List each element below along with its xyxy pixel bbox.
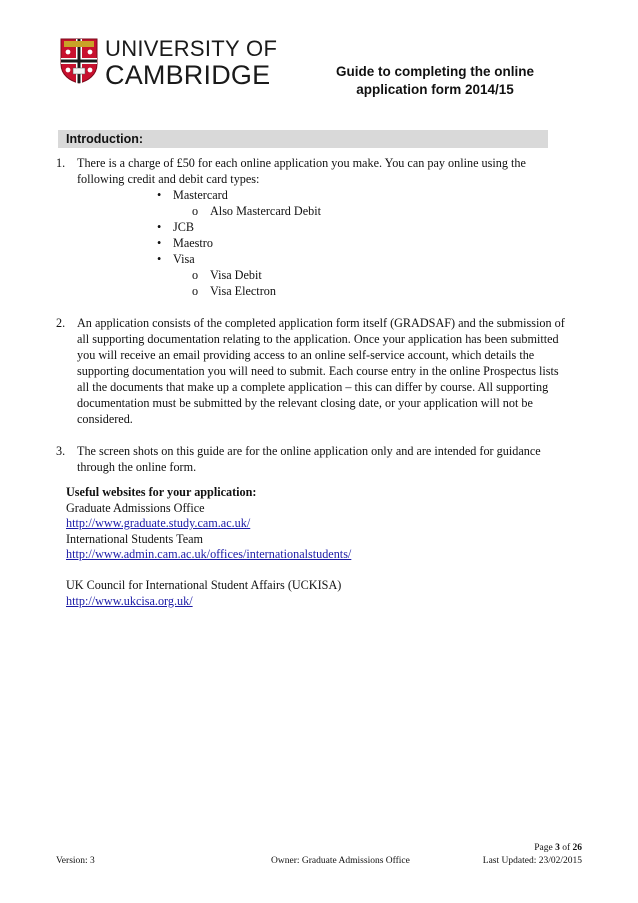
list-item-3 bbox=[56, 443, 566, 475]
org-international-students: International Students Team bbox=[66, 531, 204, 546]
list-item-2 bbox=[56, 315, 566, 427]
title-line-1: Guide to completing the online bbox=[336, 64, 534, 79]
card-subtype-item bbox=[77, 283, 566, 299]
spacer bbox=[66, 563, 516, 579]
circle-bullet-icon: o bbox=[192, 268, 199, 282]
title-line-2: application form 2014/15 bbox=[356, 82, 514, 97]
card-subtype-name: Also Mastercard Debit bbox=[210, 204, 322, 218]
item-number: 2. bbox=[56, 316, 66, 330]
card-type-list bbox=[77, 187, 566, 299]
version-label: Version: 3 bbox=[56, 856, 95, 866]
last-updated-label: Last Updated: 23/02/2015 bbox=[482, 856, 582, 866]
card-name: Visa bbox=[173, 252, 195, 266]
section-heading-band bbox=[58, 130, 548, 148]
item-number: 1. bbox=[56, 156, 66, 170]
page-total: 26 bbox=[572, 843, 582, 853]
org-ukcisa: UK Council for International Student Affairs (UCKISA) bbox=[66, 578, 342, 592]
useful-websites bbox=[66, 485, 516, 609]
bullet-icon: • bbox=[157, 220, 162, 234]
bullet-icon: • bbox=[157, 236, 162, 250]
item-text: An application consists of the completed application form itself (GRADSAF) and the submission of all supporting documentation relating to the application. Once your application has been submitted you will receive an email providing access to an online self-service account, which details the supporting documentation you will need to submit. Each course entry in the online Prospectus lists all the documents that make up a complete application – this can differ by course. All supporting documentation must be submitted by the relevant closing date, or your application will not be considered. bbox=[77, 316, 565, 426]
university-logo bbox=[60, 36, 282, 90]
logo-line-2: CAMBRIDGE bbox=[105, 60, 271, 90]
list-item-1 bbox=[56, 155, 566, 299]
card-subtype-item bbox=[77, 267, 566, 283]
bullet-icon: • bbox=[157, 252, 162, 266]
card-type-item bbox=[77, 235, 566, 251]
card-name: Mastercard bbox=[173, 188, 228, 202]
graduate-admissions-link[interactable]: http://www.graduate.study.cam.ac.uk/ bbox=[66, 516, 251, 530]
page-prefix: Page bbox=[534, 843, 553, 853]
item-number: 3. bbox=[56, 444, 66, 458]
page-number bbox=[534, 842, 582, 854]
page-current: 3 bbox=[555, 843, 560, 853]
item-text: The screen shots on this guide are for the online application only and are intended for guidance through the online form. bbox=[77, 444, 541, 474]
page-of: of bbox=[562, 843, 571, 853]
document-title bbox=[320, 63, 550, 99]
university-crest-icon bbox=[60, 38, 98, 84]
circle-bullet-icon: o bbox=[192, 284, 199, 298]
card-name: JCB bbox=[173, 220, 195, 234]
card-type-item bbox=[77, 187, 566, 203]
international-students-link[interactable]: http://www.admin.cam.ac.uk/offices/internationalstudents/ bbox=[66, 547, 352, 561]
logo-wordmark bbox=[105, 38, 277, 89]
card-name: Maestro bbox=[173, 236, 213, 250]
logo-line-1: UNIVERSITY OF bbox=[105, 36, 278, 61]
card-subtype-item bbox=[77, 203, 566, 219]
card-type-item bbox=[77, 251, 566, 267]
section-heading: Introduction: bbox=[66, 132, 144, 146]
bullet-icon: • bbox=[157, 188, 162, 202]
owner-label: Owner: Graduate Admissions Office bbox=[271, 856, 410, 866]
card-subtype-name: Visa Electron bbox=[210, 284, 276, 298]
introduction-list bbox=[56, 155, 566, 491]
useful-websites-heading: Useful websites for your application: bbox=[66, 485, 257, 499]
ukcisa-link[interactable]: http://www.ukcisa.org.uk/ bbox=[66, 593, 193, 608]
card-type-item bbox=[77, 219, 566, 235]
circle-bullet-icon: o bbox=[192, 204, 199, 218]
card-subtype-name: Visa Debit bbox=[210, 268, 262, 282]
org-graduate-admissions: Graduate Admissions Office bbox=[66, 500, 205, 515]
item-text: There is a charge of £50 for each online application you make. You can pay online using the following credit and debit card types: bbox=[77, 156, 526, 186]
